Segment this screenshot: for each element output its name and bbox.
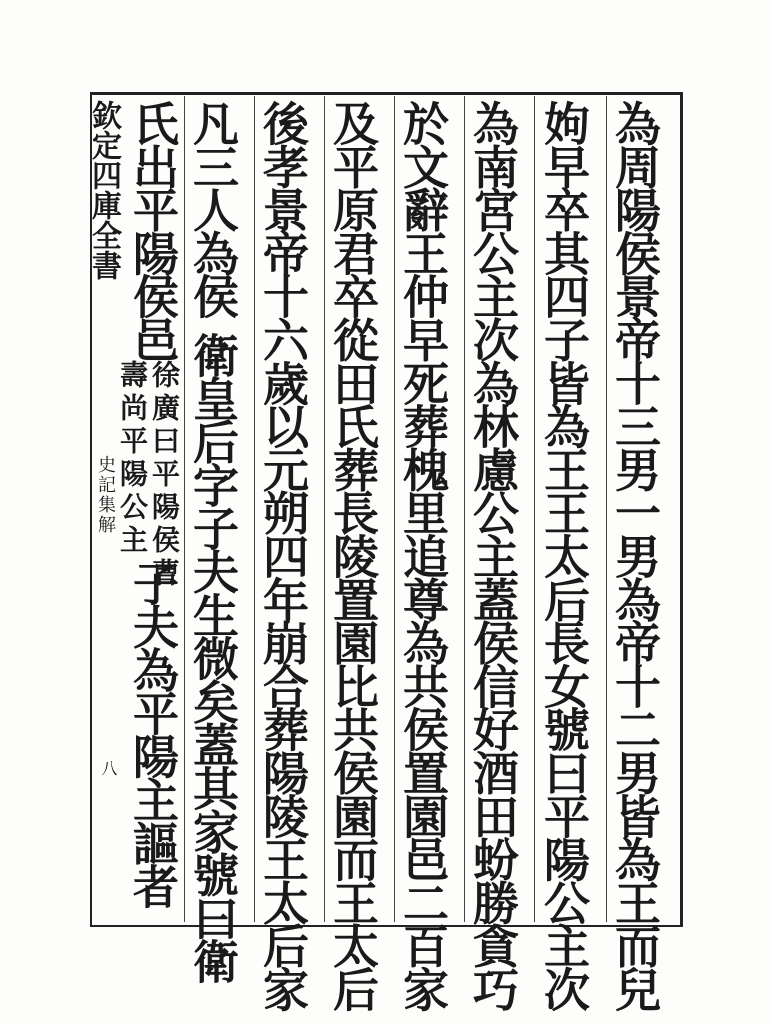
page-number: 八 <box>99 760 118 776</box>
text-column-5: 及平原君卒從田氏葬長陵置園比共侯園而王太后 <box>326 100 380 1010</box>
column-rule <box>184 96 185 922</box>
margin-title: 欽定四庫全書 <box>86 100 121 280</box>
column-rule <box>324 96 325 922</box>
text-column-3: 為南宮公主次為林慮公主蓋侯信好酒田蚡勝貪巧 <box>466 100 520 1010</box>
text-column-6: 後孝景帝十六歲以元朔四年崩合葬陽陵王太后家 <box>256 100 310 1010</box>
folio-label: 史記集解 <box>95 455 116 535</box>
column-rule <box>254 96 255 922</box>
text-column-8-part-2: 子夫為平陽主謳者 <box>126 560 180 907</box>
text-column-4: 於文辭王仲早死葬槐里追尊為共侯置園邑二百家 <box>396 100 450 1010</box>
column-rule <box>606 96 607 922</box>
column-rule <box>534 96 535 922</box>
column-rule <box>464 96 465 922</box>
text-column-8-part-1: 氏出平陽侯邑 <box>126 100 180 360</box>
column-rule <box>394 96 395 922</box>
annotation-line-2: 壽尚平陽公主 <box>116 360 149 558</box>
annotation-line-1: 徐廣曰平陽侯曹 <box>148 360 181 591</box>
text-column-2: 姁早卒其四子皆為王王太后長女號曰平陽公主次 <box>537 100 591 1010</box>
text-column-1: 為周陽侯景帝十三男一男為帝十二男皆為王而兒 <box>608 100 662 1010</box>
text-column-7-part-1: 凡三人為侯 <box>186 100 240 317</box>
text-column-7-part-2: 衛皇后字子夫生微矣蓋其家號曰衛 <box>186 332 240 982</box>
